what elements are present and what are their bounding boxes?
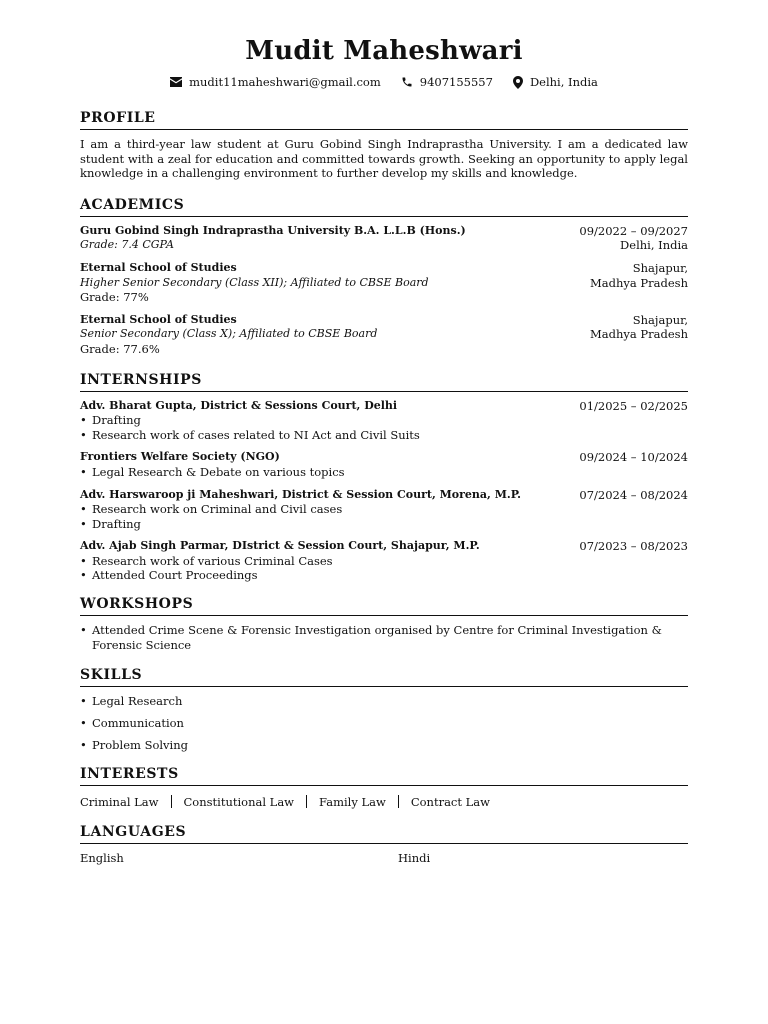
section-title-interests: INTERESTS — [80, 765, 688, 786]
academic-entry — [80, 261, 688, 305]
skill-item: • Problem Solving — [80, 738, 688, 753]
academic-city: Shajapur, — [632, 312, 688, 327]
internships-section — [80, 371, 688, 584]
internship-date: 07/2024 – 08/2024 — [579, 487, 688, 502]
interest-item: Family Law — [319, 794, 386, 809]
internship-bullet: • Drafting — [80, 413, 688, 428]
internship-date: 01/2025 – 02/2025 — [579, 398, 688, 413]
section-title-workshops: WORKSHOPS — [80, 595, 688, 616]
languages-section — [80, 823, 688, 867]
interests-list — [80, 795, 688, 809]
skill-item: • Legal Research — [80, 694, 688, 709]
phone-icon — [401, 76, 413, 88]
internship-org: Adv. Ajab Singh Parmar, DIstrict & Session Court, Shajapur, M.P. — [80, 539, 480, 553]
interest-divider — [171, 795, 172, 808]
profile-section — [80, 109, 688, 181]
section-title-profile: PROFILE — [80, 109, 688, 130]
academic-state: Madhya Pradesh — [590, 327, 688, 342]
location-pin-icon — [513, 76, 523, 89]
interest-divider — [306, 795, 307, 808]
academic-detail: Higher Senior Secondary (Class XII); Affiliated to CBSE Board — [80, 275, 429, 289]
internship-bullet: • Research work of various Criminal Cases — [80, 554, 688, 569]
academic-grade: Grade: 77.6% — [80, 341, 160, 356]
academic-city: Shajapur, — [632, 260, 688, 275]
academics-section — [80, 196, 688, 357]
interest-item: Criminal Law — [80, 794, 159, 809]
section-title-languages: LANGUAGES — [80, 823, 688, 844]
contact-bar — [80, 75, 688, 89]
internship-entry — [80, 539, 688, 583]
contact-phone[interactable] — [401, 75, 493, 89]
academic-detail: Grade: 7.4 CGPA — [80, 238, 174, 252]
skill-item: • Communication — [80, 716, 688, 731]
academic-date: 09/2022 – 09/2027 — [579, 223, 688, 238]
internship-bullet: • Research work on Criminal and Civil cases — [80, 502, 688, 517]
internship-bullet: • Attended Court Proceedings — [80, 568, 688, 583]
envelope-icon — [170, 77, 182, 87]
candidate-name: Mudit Maheshwari — [245, 36, 523, 66]
internship-org: Frontiers Welfare Society (NGO) — [80, 450, 280, 464]
section-title-academics: ACADEMICS — [80, 196, 688, 217]
section-title-skills: SKILLS — [80, 666, 688, 687]
academic-school: Eternal School of Studies — [80, 260, 237, 274]
internship-bullet: • Research work of cases related to NI Act and Civil Suits — [80, 428, 688, 443]
phone-text: 9407155557 — [419, 75, 493, 89]
language-item: Hindi — [398, 850, 431, 865]
email-text: mudit11maheshwari@gmail.com — [189, 75, 381, 89]
academic-entry — [80, 224, 688, 253]
interest-item: Contract Law — [410, 794, 490, 809]
internship-bullet: • Legal Research & Debate on various topics — [80, 465, 688, 480]
academic-detail: Senior Secondary (Class X); Affiliated to CBSE Board — [80, 327, 378, 341]
academic-school: Eternal School of Studies — [80, 312, 237, 326]
interests-section — [80, 765, 688, 809]
internship-date: 09/2024 – 10/2024 — [579, 450, 688, 465]
workshops-section — [80, 595, 688, 652]
location-text: Delhi, India — [529, 75, 598, 89]
academic-state: Madhya Pradesh — [590, 275, 688, 290]
academic-school: Guru Gobind Singh Indraprastha University B.A. L.L.B (Hons.) — [80, 223, 466, 237]
profile-summary: I am a third-year law student at Guru Gobind Singh Indraprastha University. I am a dedicated law student with a zeal for education and committed towards growth. Seeking an opportunity to apply legal knowledge in a challenging environment to further develop my skills and knowledge. — [80, 137, 688, 181]
internship-entry — [80, 488, 688, 532]
internship-entry — [80, 450, 688, 479]
academic-entry — [80, 313, 688, 357]
internship-date: 07/2023 – 08/2023 — [579, 539, 688, 554]
workshop-bullet: • Attended Crime Scene & Forensic Investigation organised by Centre for Criminal Investigation & Forensic Science — [80, 623, 688, 652]
internship-entry — [80, 399, 688, 443]
internship-bullet: • Drafting — [80, 517, 688, 532]
internship-org: Adv. Harswaroop ji Maheshwari, District & Session Court, Morena, M.P. — [80, 487, 521, 501]
skills-section — [80, 666, 688, 753]
language-item: English — [80, 850, 124, 865]
academic-grade: Grade: 77% — [80, 290, 149, 305]
contact-email[interactable] — [170, 75, 381, 89]
internship-org: Adv. Bharat Gupta, District & Sessions Court, Delhi — [80, 398, 398, 412]
academic-location: Delhi, India — [620, 238, 688, 253]
contact-location — [513, 75, 598, 89]
section-title-internships: INTERNSHIPS — [80, 371, 688, 392]
interest-item: Constitutional Law — [183, 794, 295, 809]
languages-list — [80, 851, 688, 867]
interest-divider — [398, 795, 399, 808]
